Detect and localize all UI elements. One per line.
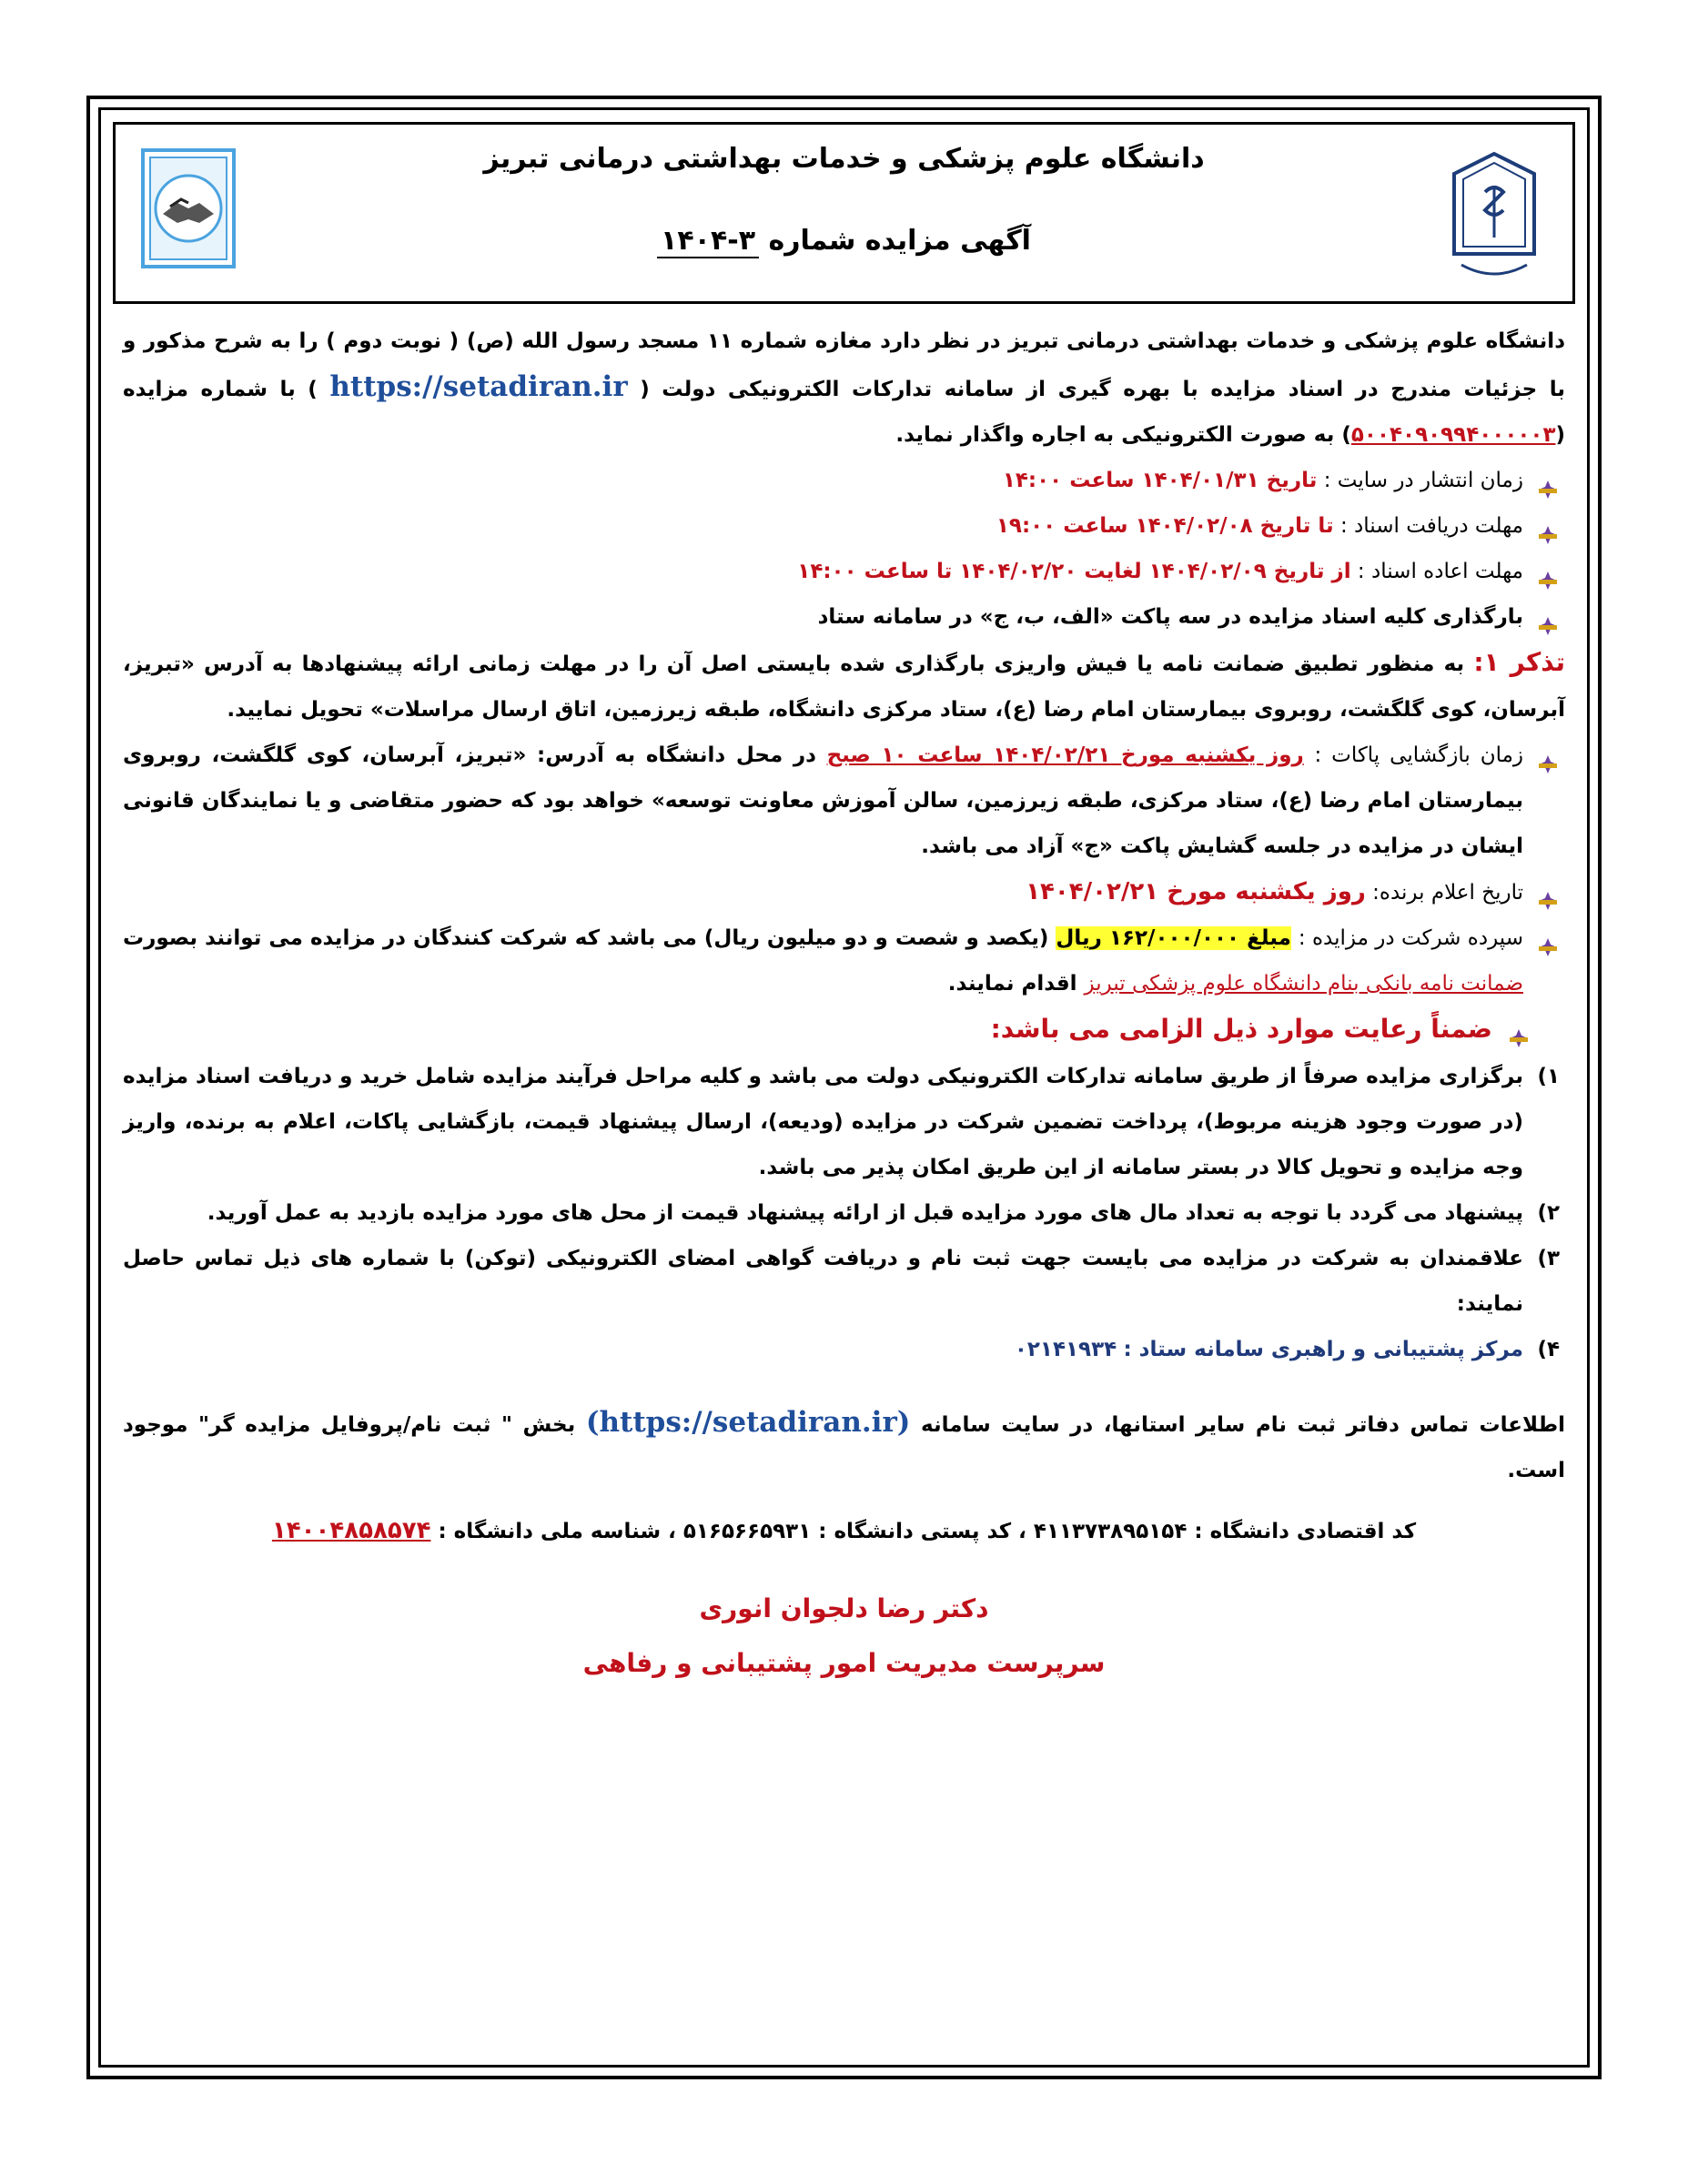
schedule-value: تا تاریخ ۱۴۰۴/۰۲/۰۸ ساعت ۱۹:۰۰ <box>996 514 1334 538</box>
bullet-icon <box>1509 1019 1529 1039</box>
intro-text-3: ) به صورت الکترونیکی به اجاره واگذار نماید. <box>895 423 1351 447</box>
reminder-text: به منظور تطبیق ضمانت نامه یا فیش واریزی بارگذاری شده بایستی اصل آن را در مهلت زمانی ارائه پیشنهادها به آدرس «تبریز، آبرسان، کوی گلگشت، روبروی بیمارستان امام رضا (ع)، ستاد مرکزی دانشگاه، طبقه زیرزمین، اتاق ارسال مراسلات» تحویل نمایید. <box>123 652 1565 722</box>
schedule-value: از تاریخ ۱۴۰۴/۰۲/۰۹ لغایت ۱۴۰۴/۰۲/۲۰ تا ساعت ۱۴:۰۰ <box>797 560 1351 583</box>
setad-link-2[interactable]: (https://setadiran.ir) <box>585 1406 911 1439</box>
intro-text-1: دانشگاه علوم پزشکی و خدمات بهداشتی درمانی تبریز در نظر دارد مغازه شماره ۱۱ مسجد رسول الله (ص) ( نوبت دوم ) را به شرح مذکور و با جزئیات مندرج در اسناد مزایده با بهره گیری از سامانه تدارکات الکترونیکی دولت ( <box>123 329 1565 401</box>
deposit-label: سپرده شرکت در مزایده : <box>1298 926 1523 950</box>
schedule-label: زمان انتشار در سایت : <box>1323 469 1523 492</box>
schedule-item <box>123 503 1565 549</box>
contact-text-1: اطلاعات تماس دفاتر ثبت نام سایر استانها، در سایت سامانه <box>921 1413 1565 1437</box>
deposit-item <box>123 915 1565 1006</box>
signer-title: سرپرست مدیریت امور پشتیبانی و رفاهی <box>582 1648 1106 1678</box>
bank-guarantee: ضمانت نامه بانکی بنام دانشگاه علوم پزشکی تبریز <box>1084 972 1523 996</box>
national-id: ۱۴۰۰۴۸۵۸۵۷۴ <box>271 1517 431 1544</box>
requirement-number: ۴) <box>1537 1338 1560 1361</box>
contact-text-2: بخش " ثبت نام/پروفایل مزایده گر" موجود است. <box>123 1413 1565 1482</box>
bullet-icon <box>1538 607 1558 627</box>
winner-label: تاریخ اعلام برنده: <box>1372 881 1523 905</box>
schedule-value: تاریخ ۱۴۰۴/۰۱/۳۱ ساعت ۱۴:۰۰ <box>1002 469 1318 492</box>
reminder-paragraph <box>123 640 1565 733</box>
opening-label: زمان بازگشایی پاکات : <box>1314 743 1524 767</box>
requirement-item <box>123 1236 1565 1327</box>
requirement-text: علاقمندان به شرکت در مزایده می بایست جهت ثبت نام و دریافت گواهی امضای الکترونیکی (توکن) با شماره های ذیل تماس حاصل نمایند: <box>123 1247 1523 1316</box>
schedule-item <box>123 549 1565 594</box>
requirement-text: مرکز پشتیبانی و راهبری سامانه ستاد : <box>1123 1338 1523 1361</box>
deposit-amount: مبلغ ۱۶۲/۰۰۰/۰۰۰ ریال <box>1056 926 1291 950</box>
notice-number: ۳-۱۴۰۴ <box>657 225 759 258</box>
deposit-text-2: اقدام نمایند. <box>947 972 1077 996</box>
bullet-icon <box>1538 882 1558 902</box>
schedule-label: مهلت دریافت اسناد : <box>1340 514 1523 538</box>
support-phone: ۰۲۱۴۱۹۳۴ <box>1014 1338 1117 1361</box>
opening-value: روز یکشنبه مورخ ۱۴۰۴/۰۲/۲۱ ساعت ۱۰ صبح <box>826 743 1304 767</box>
schedule-item <box>123 594 1565 640</box>
requirement-text: پیشنهاد می گردد با توجه به تعداد مال های مورد مزایده قبل از ارائه پیشنهاد قیمت از محل های مورد مزایده بازدید به عمل آورید. <box>207 1201 1523 1225</box>
document-header <box>113 122 1575 304</box>
requirement-item <box>123 1054 1565 1190</box>
requirements-title: ضمناً رعایت موارد ذیل الزامی می باشد: <box>990 1014 1492 1044</box>
bullet-icon <box>1538 745 1558 765</box>
intro-text-2: ) با شماره مزایده ( <box>123 378 1565 447</box>
reminder-title: تذکر ۱: <box>1473 647 1565 677</box>
university-title: دانشگاه علوم پزشکی و خدمات بهداشتی درمانی تبریز <box>483 143 1205 175</box>
opening-item <box>123 733 1565 869</box>
schedule-label: بارگذاری کلیه اسناد مزایده در سه پاکت «الف، ب، ج» در سامانه ستاد <box>817 605 1523 629</box>
bullet-icon <box>1538 470 1558 490</box>
notice-prefix: آگهی مزایده شماره <box>768 225 1031 257</box>
signer-name: دکتر رضا دلجوان انوری <box>699 1593 989 1623</box>
schedule-item <box>123 458 1565 503</box>
requirement-number: ۳) <box>1537 1247 1560 1270</box>
winner-value: روز یکشنبه مورخ ۱۴۰۴/۰۲/۲۱ <box>1026 878 1366 905</box>
winner-item <box>123 869 1565 915</box>
document-body <box>123 318 1565 1691</box>
requirement-text: برگزاری مزایده صرفاً از طریق سامانه تدارکات الکترونیکی دولت می باشد و کلیه مراحل فرآیند مزایده شامل خرید و دریافت اسناد مزایده (در صورت وجود هزینه مربوط)، پرداخت تضمین شرکت در مزایده (ودیعه)، ارسال پیشنهاد قیمت، بازگشایی پاکات، اعلام به برنده، واریز وجه مزایده و تحویل کالا در بستر سامانه از این طریق امکان پذیر می باشد. <box>123 1065 1523 1179</box>
requirement-item <box>123 1190 1565 1236</box>
opening-text: در محل دانشگاه به آدرس: «تبریز، آبرسان، کوی گلگشت، روبروی بیمارستان امام رضا (ع)، ستاد مرکزی، طبقه زیرزمین، سالن آموزش معاونت توسعه» خواهد بود که حضور متقاضی و یا نمایندگان قانونی ایشان در مزایده در جلسه گشایش پاکت «ج» آزاد می باشد. <box>123 743 1523 858</box>
codes-text: کد اقتصادی دانشگاه : ۴۱۱۳۷۳۸۹۵۱۵۴ ، کد پستی دانشگاه : ۵۱۶۵۶۶۵۹۳۱ ، شناسه ملی دانشگاه : <box>438 1520 1417 1543</box>
bullet-icon <box>1538 516 1558 536</box>
setad-link[interactable]: https://setadiran.ir <box>329 370 628 403</box>
bullet-icon <box>1538 928 1558 948</box>
schedule-label: مهلت اعاده اسناد : <box>1357 560 1523 583</box>
bullet-icon <box>1538 561 1558 581</box>
auction-number: ۵۰۰۴۰۹۰۹۹۴۰۰۰۰۰۳ <box>1350 423 1556 447</box>
intro-paragraph <box>123 318 1565 458</box>
contact-paragraph <box>123 1400 1565 1493</box>
requirement-item <box>123 1327 1565 1372</box>
requirements-heading <box>123 1006 1565 1054</box>
codes-line <box>123 1508 1565 1554</box>
university-emblem-icon <box>1443 147 1545 292</box>
requirement-number: ۱) <box>1537 1065 1560 1088</box>
notice-title <box>116 225 1572 257</box>
requirement-number: ۲) <box>1537 1201 1560 1225</box>
deposit-text-1: (یکصد و شصت و دو میلیون ریال) می باشد که شرکت کنندگان در مزایده می توانند بصورت <box>123 926 1049 950</box>
